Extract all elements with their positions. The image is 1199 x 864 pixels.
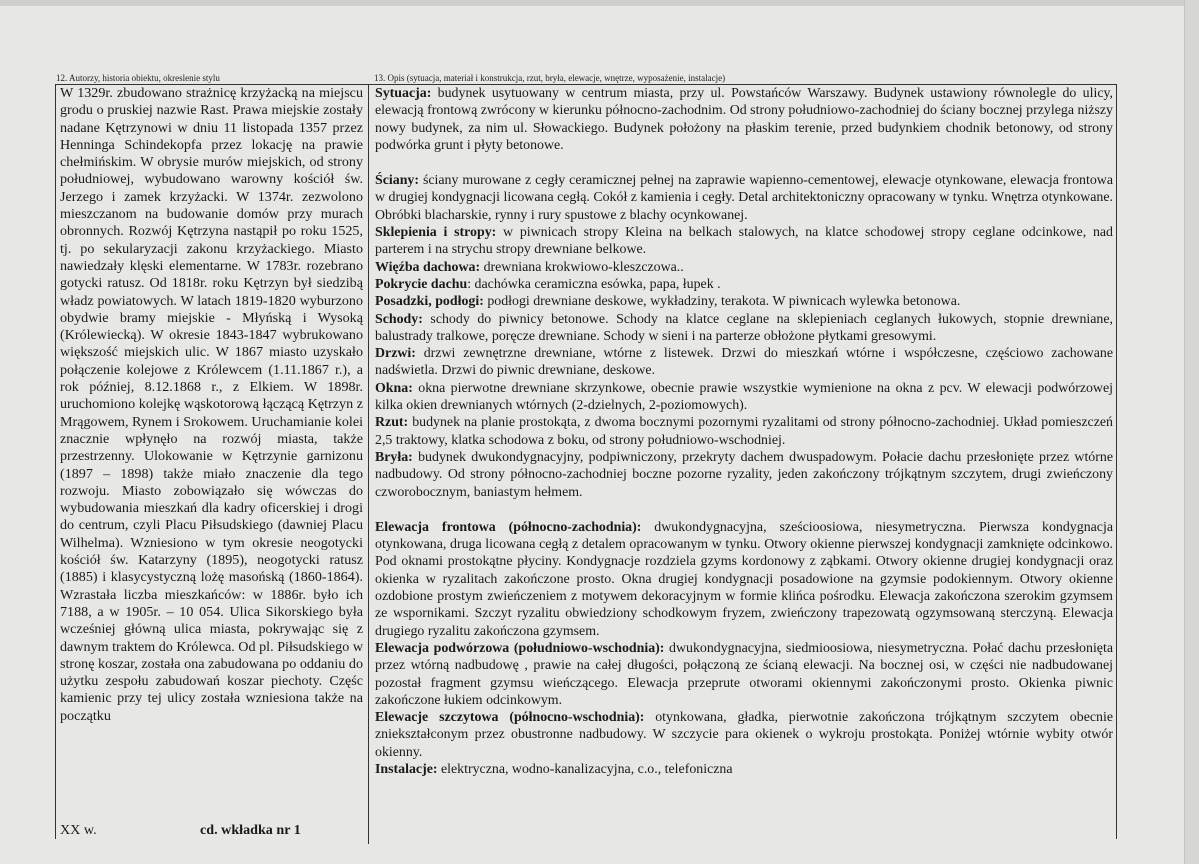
scan-right-edge: [1184, 0, 1199, 864]
text-pokrycie: : dachówka ceramiczna esówka, papa, łupek .: [467, 276, 721, 292]
para-elewacja-podworzowa: [375, 640, 1113, 709]
text-bryla: budynek dwukondygnacyjny, podpiwniczony, przekryty dachem dwuspadowym. Połacie dachu przesłonięte przez wtórne nadbudowy. Od strony północno-zachodniej boczne pozorne ryzality, jeden zakończony trójkątnym szczytem, drugi zwieńczony czworobocznym, baniastym hełmem.: [375, 449, 1113, 500]
text-posadzki: podłogi drewniane deskowe, wykładziny, terakota. W piwnicach wylewka betonowa.: [483, 294, 961, 310]
text-elewacja-szczytowa: otynkowana, gładka, pierwotnie zakończona trójkątnym szczytem obecnie zniekształconym przez obustronne nadbudowy. W szczycie para okienek o wykroju prostokąta. Poniżej wtórnie wybity otwór okienny.: [375, 710, 1113, 760]
para-rzut: [375, 414, 1113, 449]
para-okna: [375, 380, 1113, 415]
label-sciany: Ściany:: [375, 173, 419, 189]
spacer: [375, 154, 1113, 172]
para-wiezba: [375, 259, 1113, 276]
label-elewacja-frontowa: Elewacja frontowa (północno-zachodnia):: [375, 519, 642, 535]
history-footer-century: XX w.: [60, 822, 97, 838]
history-text: W 1329r. zbudowano strażnicę krzyżacką na miejscu grodu o pruskiej nazwie Rast. Prawa miejskie zostały nadane Kętrzynowi w dniu 11 listopada 1357 przez Henninga Schindekopfa przez lokację na prawie chełmińskim. W obrysie murów miejskich, od strony południowej, wybudowano warowny kościół św. Jerzego i zamek krzyżacki. W 1374r. zezwolono mieszczanom na budowanie domów przy murach obronnych. Rozwój Kętrzyna nastąpił po roku 1525, tj. po sekularyzacji zakonu krzyżackiego. Miasto nawiedzały klęski elementarne. W 1783r. rozebrano gotycki ratusz. Od 1818r. roku Kętrzyn był siedzibą władz powiatowych. W latach 1819-1820 wyburzono obydwie bramy miejskie - Młyńską i Wysoką (Królewiecką). W okresie 1843-1847 wybrukowano większość miejskich ulic. W 1867 miasto uzyskało połączenie kolejowe z Królewcem (1.11.1867 r.), a rok później, 8.12.1868 r., z Elkiem. W 1898r. uruchomiono kolejkę wąskotorową łączącą Kętrzyn z Mrągowem, Rynem i Srokowem. Uruchamianie kolei znacznie wpłynęło na rozwój miasta, także przestrzenny. Ulokowanie w Kętrzynie garnizonu (1897 – 1898) także miało znaczenie dla tego rozwoju. Miasto zobowiązało się wówczas do wybudowania mieszkań dla kadry oficerskiej i drogi do centrum, czyli Placu Piłsudskiego (dawniej Placu Wilhelma). Wzniesiono w tym okresie neogotycki kościół św. Katarzyny (1895), neogotycki ratusz (1885) i klasycystyczną lożę masońską (1860-1864). Wzrastała liczba mieszkańców: w 1886r. było ich 7188, a w 1905r. – 10 054. Ulica Sikorskiego była wcześniej główną ulica miasta, pokrywając się z dawnym traktem do Królewca. Od pl. Piłsudskiego w stronę koszar, została ona zabudowana po oddaniu do użytku zespołu zabudowań koszar piechoty. Częśc kamienic przy tej ulicy została wzniesiona także na początku: [60, 85, 363, 724]
text-drzwi: drzwi zewnętrzne drewniane, wtórne z listewek. Drzwi do mieszkań wtórne i współczesne, częściowo zachowane nadświetla. Drzwi do piwnic drewniane, deskowe.: [375, 346, 1113, 379]
label-posadzki: Posadzki, podłogi:: [375, 294, 484, 310]
label-sytuacja: Sytuacja:: [375, 86, 432, 101]
section-12-header: 12. Autorzy, historia obiektu, okreslenie stylu: [56, 73, 220, 83]
history-column: [60, 85, 363, 725]
para-elewacja-szczytowa: [375, 709, 1113, 761]
label-pokrycie: Pokrycie dachu: [375, 276, 468, 292]
text-sytuacja: budynek usytuowany w centrum miasta, przy ul. Powstańców Warszawy. Budynek ustawiony równolegle do ulicy, elewacją frontową zwrócony w kierunku północno-zachodnim. Od strony południowo-zachodniej do ściany bocznej przylega niższy nowy budynek, za nim ul. Słowackiego. Budynek położony na płaskim terenie, przed budynkiem chodnik betonowy, od strony podwórka grunt i płyty betonowe.: [375, 86, 1113, 153]
spacer: [375, 501, 1113, 519]
description-column: [375, 85, 1113, 778]
column-divider: [368, 84, 369, 844]
label-drzwi: Drzwi:: [375, 346, 416, 362]
para-posadzki: [375, 293, 1113, 310]
label-wiezba: Więźba dachowa:: [375, 259, 481, 275]
para-drzwi: [375, 345, 1113, 380]
text-elewacja-frontowa: dwukondygnacyjna, sześcioosiowa, niesymetryczna. Pierwsza kondygnacja otynkowana, druga licowana cegłą z detalem opracowanym w tynku. Otwory okienne pierwszej kondygnacji zamknięte odcinkowo. Pod oknami prostokątne płyciny. Kondygnacje rozdziela gzyms kordonowy z ząbkami. Otwory okienne drugiej kondygnacji oraz okienka w ryzalitach zakończone prosto. Okna drugiej kondygnacji posadowione na gzymsie podokiennym. Otwory okienne ozdobione prostym zwieńczeniem z motywem dekoracyjnym w formie klińca pośrodku. Elewacja zakończona szerokim gzymsem ze wspornikami. Szczyt ryzalitu obwiedziony schodkowym fryzem, zwieńczony trapezowatą ogzymsowaną sterczyną. Elewacja drugiego ryzalitu zakończona gzymsem.: [375, 519, 1113, 639]
para-pokrycie: [375, 276, 1113, 293]
text-wiezba: drewniana krokwiowo-kleszczowa..: [480, 259, 684, 275]
label-instalacje: Instalacje:: [375, 761, 438, 777]
para-sklepienia: [375, 224, 1113, 259]
section-13-header: 13. Opis (sytuacja, materiał i konstrukcja, rzut, bryła, elewacje, wnętrze, wyposażenie, instalacje): [374, 73, 726, 83]
para-instalacje: [375, 761, 1113, 778]
label-sklepienia: Sklepienia i stropy:: [375, 225, 497, 241]
label-okna: Okna:: [375, 380, 413, 396]
text-sklepienia: w piwnicach stropy Kleina na belkach stalowych, na klatce schodowej stropy ceglane odcinkowe, nad parterem i na strychu stropy drewniane belkowe.: [375, 225, 1113, 258]
text-instalacje: elektryczna, wodno-kanalizacyjna, c.o., telefoniczna: [437, 761, 733, 777]
history-footer: [60, 821, 363, 839]
label-bryla: Bryła:: [375, 449, 413, 465]
para-schody: [375, 311, 1113, 346]
para-bryla: [375, 449, 1113, 501]
history-continued-note: cd. wkładka nr 1: [200, 822, 301, 838]
para-elewacja-frontowa: [375, 519, 1113, 640]
text-elewacja-podworzowa: dwukondygnacyjna, siedmioosiowa, niesymetryczna. Połać dachu przesłonięta przez wtórną nadbudowę , prawie na całej długości, połączoną ze ścianą elewacji. Na bocznej osi, w części nie nadbudowanej pozostał fragment gzymsu wieńczącego. Elewacja przeprute otworami okiennymi zakończonymi prosto. Okienka piwnic zakończone łukiem odcinkowym.: [375, 640, 1113, 708]
label-schody: Schody:: [375, 311, 423, 327]
scan-top-edge: [0, 0, 1199, 6]
text-schody: schody do piwnicy betonowe. Schody na klatce ceglane na sklepieniach ceglanych łukowych, stopnie drewniane, balustrady tralkowe, poręcze drewniane. Schody w sieni i na parterze obłożone płytkami gresowymi.: [375, 311, 1113, 344]
para-sytuacja: [375, 85, 1113, 154]
label-elewacja-podworzowa: Elewacja podwórzowa (południowo-wschodnia):: [375, 640, 665, 656]
text-sciany: ściany murowane z cegły ceramicznej pełnej na zaprawie wapienno-cementowej, elewacje otynkowane, elewacja frontowa w drugiej kondygnacji licowana cegłą. Cokół z kamienia i cegły. Detal architektoniczny opracowany w tynku. Wnętrza otynkowane. Obróbki blacharskie, rynny i rury spustowe z blachy ocynkowanej.: [375, 173, 1113, 223]
label-rzut: Rzut:: [375, 415, 409, 431]
text-rzut: budynek na planie prostokąta, z dwoma bocznymi pozornymi ryzalitami od strony północno-zachodniej. Układ pomieszczeń 2,5 traktowy, klatka schodowa z boku, od strony południowo-wschodniej.: [375, 415, 1113, 448]
text-okna: okna pierwotne drewniane skrzynkowe, obecnie prawie wszystkie wymienione na okna z pcv. W elewacji podwórzowej kilka okien drewnianych wtórnych (2-dzielnych, 2-poziomowych).: [375, 380, 1113, 414]
para-sciany: [375, 172, 1113, 224]
label-elewacja-szczytowa: Elewacje szczytowa (północno-wschodnia):: [375, 710, 645, 726]
